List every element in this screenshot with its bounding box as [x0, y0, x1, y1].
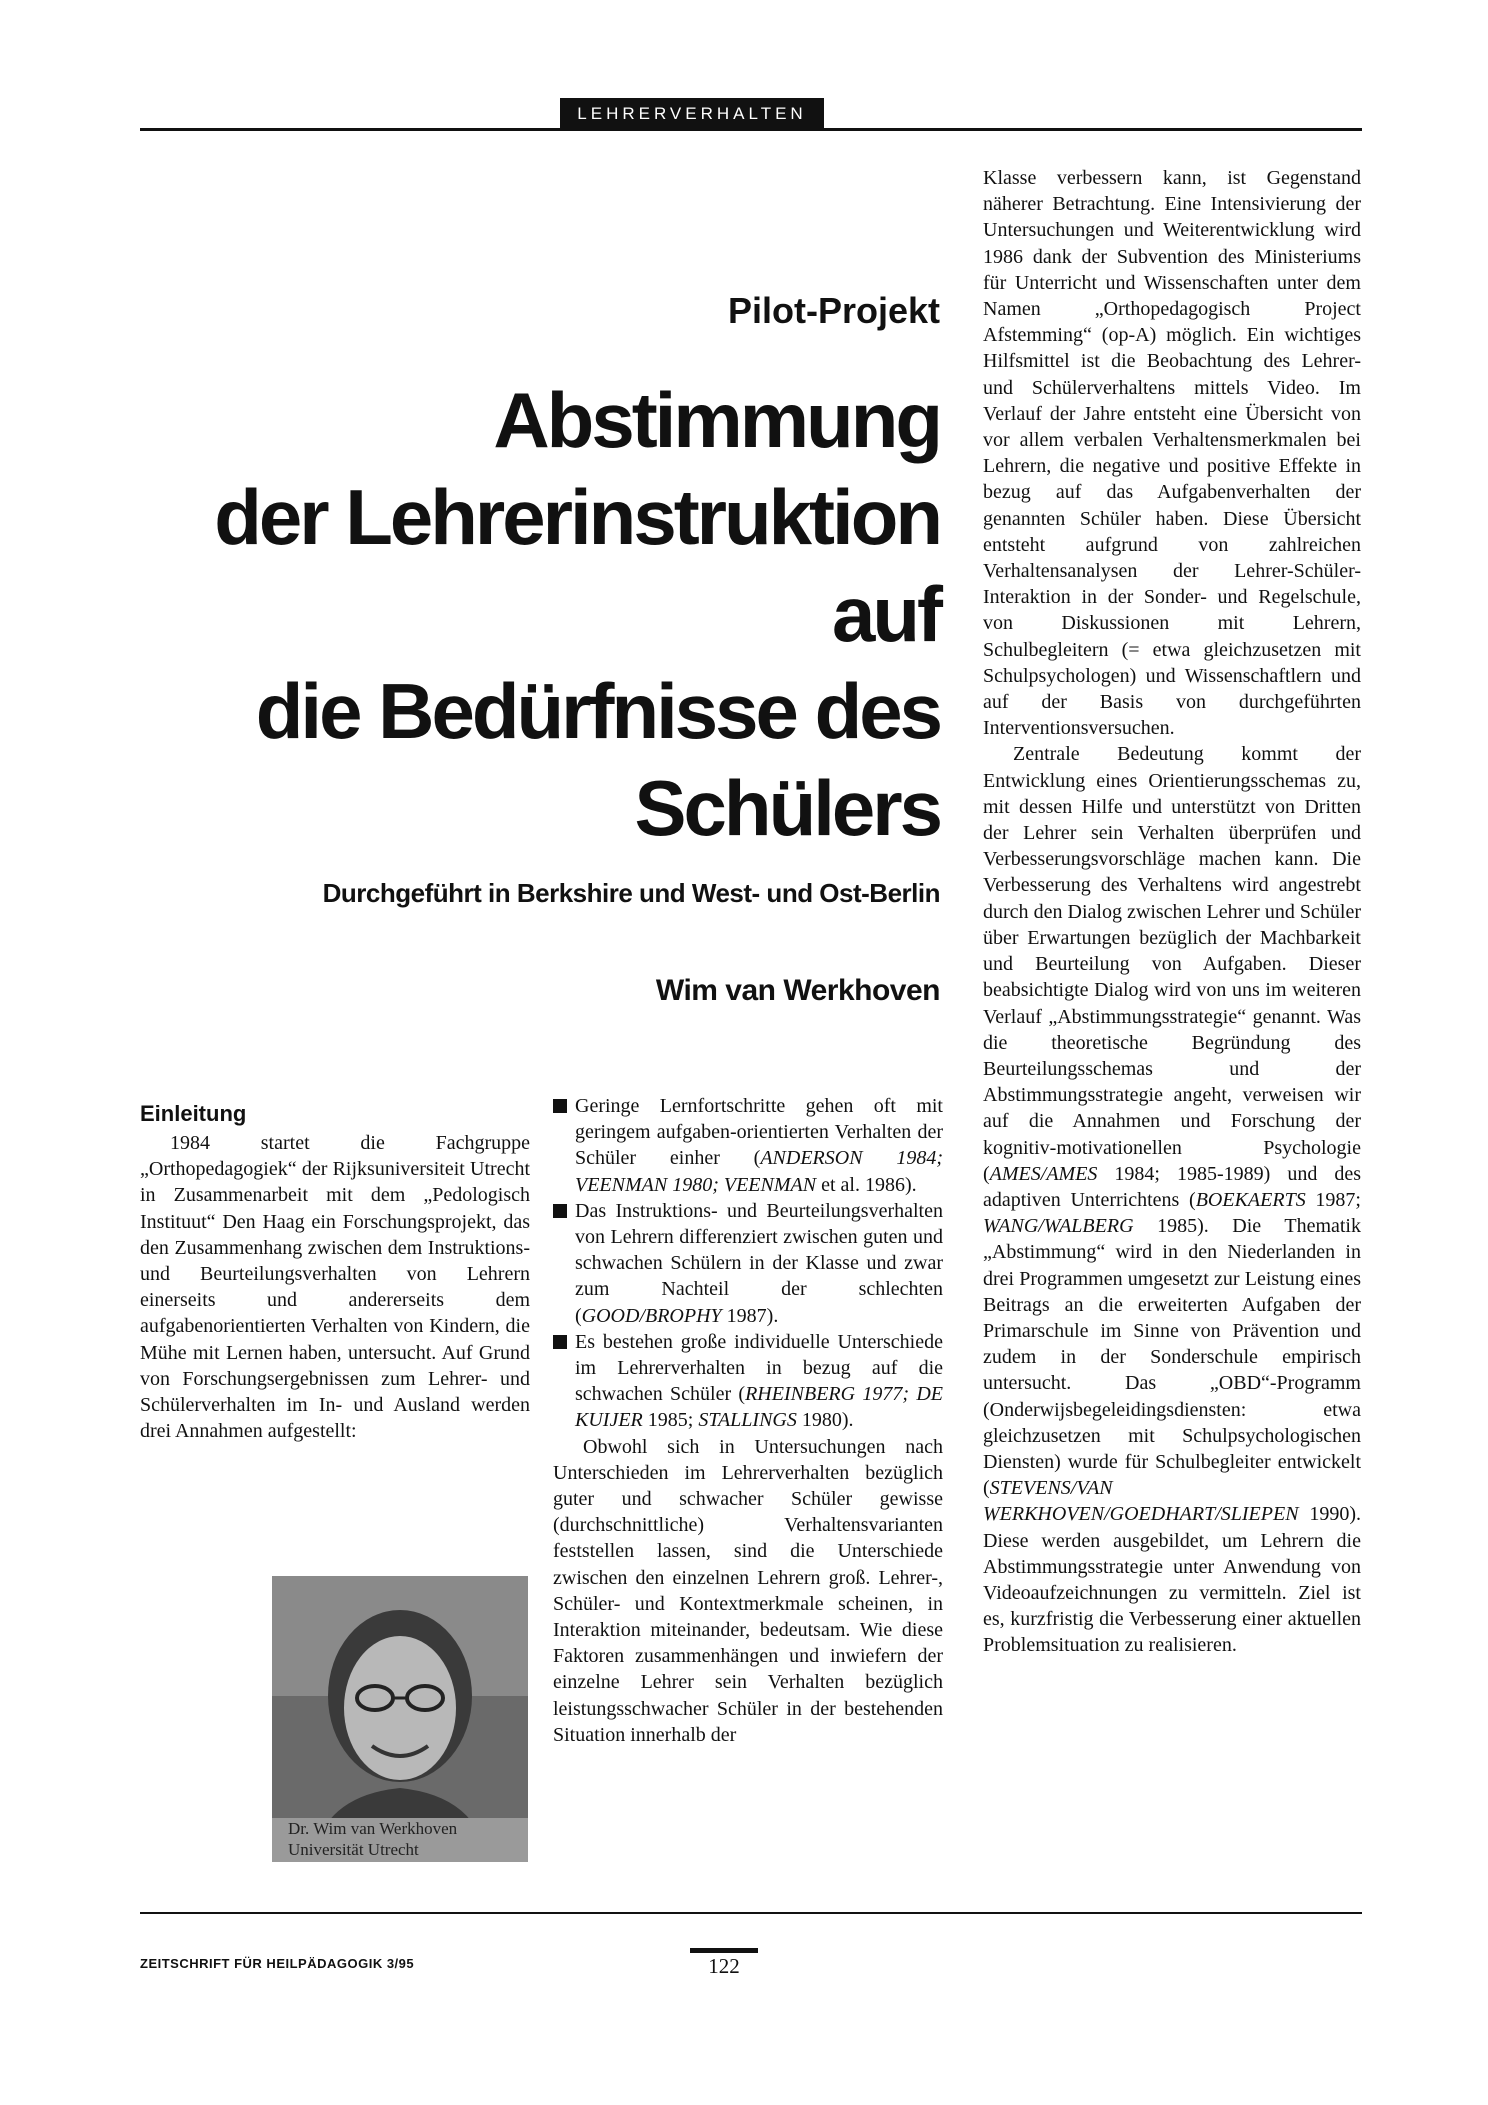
column-2: [553, 1093, 943, 1748]
column-3: [983, 165, 1361, 1659]
bullet-square-icon: [553, 1335, 567, 1349]
bullet-square-icon: [553, 1099, 567, 1113]
journal-name: ZEITSCHRIFT FÜR HEILPÄDAGOGIK 3/95: [140, 1956, 415, 1971]
bullet-square-icon: [553, 1204, 567, 1218]
footer-rule: [140, 1912, 1362, 1914]
article-subtitle: Durchgeführt in Berkshire und West- und Ost-Berlin: [322, 878, 940, 908]
title-line-4: Schülers: [634, 764, 940, 852]
article-kicker: Pilot-Projekt: [727, 290, 940, 331]
title-line-2: der Lehrerinstruktion auf: [214, 473, 940, 658]
intro-heading: Einleitung: [140, 1101, 247, 1126]
header-rule: [140, 128, 1362, 131]
photo-caption: [272, 1818, 528, 1862]
column-3-paragraph-1: Klasse verbessern kann, ist Gegenstand näherer Betrachtung. Eine Intensivierung der Untersuchungen und Weiterentwicklung wird 1986 dank der Subvention des Ministeriums für Unterricht und Wissenschaften unter dem Namen „Orthopedagogisch Project Afstemming“ (op-A) möglich. Ein wichtiges Hilfsmittel ist die Beobachtung des Lehrer- und Schülerverhaltens mittels Video. Im Verlauf der Jahre entsteht eine Übersicht von vor allem verbalen Verhaltensmerkmalen bei Lehrern, die negative und positive Effekte in bezug auf das Aufgabenverhalten der genannten Schüler haben. Diese Übersicht entsteht aufgrund von zahlreichen Verhaltensanalysen der Lehrer-Schüler-Interaktion in der Sonder- und Regelschule, von Diskussionen mit Lehrern, Schulbegleitern (= etwa gleichzusetzen mit Schulpsychologen) und Wissenschaftlern und auf der Basis von durchgeführten Interventionsversuchen.: [983, 167, 1361, 740]
column-3-paragraph-2: Zentrale Bedeutung kommt der Entwicklung eines Orientierungsschemas zu, mit dessen Hilfe und unterstützt von Dritten der Lehrer sein Verhalten überprüfen und Verbesserungsvorschläge machen kann. Die Verbesserung des Verhaltens wird angestrebt durch den Dialog zwischen Lehrer und Schüler über Erwartungen bezüglich der Machbarkeit und Beurteilung von Aufgaben. Dieser beabsichtigte Dialog wird von uns im weiteren Verlauf „Abstimmungsstrategie“ genannt. Was die theoretische Begründung des Beurteilungsschemas und der Abstimmungsstrategie angeht, verweisen wir auf die Annahmen und Forschung der kognitiv-motivationellen Psychologie (AMES/AMES 1984; 1985-1989) und des adaptiven Unterrichtens (BOEKAERTS 1987; WANG/WALBERG 1985). Die Thematik „Abstimmung“ wird in den Niederlanden in drei Programmen umgesetzt zur Leistung eines Beitrags an die erweiterten Aufgaben der Primarschule im Sinne von Prävention und zudem in der Sonderschule empirisch untersucht. Das „OBD“-Programm (Onderwijsbegeleidingsdiensten: etwa gleichzusetzen mit Schulpsychologischen Diensten) wurde für Schulbegleiter entwickelt (STEVENS/VAN WERKHOVEN/GOEDHART/SLIEPEN 1990). Diese werden ausgebildet, um Lehrern die Abstimmungsstrategie unter Anwendung von Videoaufzeichnungen zu vermitteln. Ziel ist es, kurzfristig die Verbesserung einer aktuellen Problemsituation zu realisieren.: [983, 743, 1361, 1657]
section-tag: LEHRERVERHALTEN: [560, 98, 824, 130]
page-number: 122: [708, 1954, 740, 1978]
caption-affiliation: Universität Utrecht: [288, 1840, 419, 1859]
caption-name: Dr. Wim van Werkhoven: [288, 1819, 458, 1838]
article-title: [180, 372, 940, 857]
column-1: [140, 1100, 530, 1444]
title-line-3: die Bedürfnisse des: [255, 667, 940, 755]
article-author: Wim van Werkhoven: [655, 974, 940, 1007]
title-line-1: Abstimmung: [493, 376, 940, 464]
assumption-1: Geringe Lernfortschritte gehen oft mit geringem aufgaben-orientierten Verhalten der Schüler einher (ANDERSON 1984; VEENMAN 1980; VEENMAN et al. 1986).: [553, 1093, 943, 1198]
intro-paragraph: 1984 startet die Fachgruppe „Orthopedagogiek“ der Rijksuniversiteit Utrecht in Zusammenarbeit mit dem „Pedologisch Instituut“ Den Haag ein Forschungsprojekt, das den Zusammenhang zwischen dem Instruktions- und Beurteilungsverhalten von Lehrern einerseits und andererseits dem aufgabenorientierten Verhalten von Kindern, die Mühe mit Lernen haben, untersucht. Auf Grund von Forschungsergebnissen zum Lehrer- und Schülerverhalten im In- und Ausland werden drei Annahmen aufgestellt:: [140, 1132, 530, 1443]
assumption-3: Es bestehen große individuelle Unterschiede im Lehrerverhalten in bezug auf die schwachen Schüler (RHEINBERG 1977; DE KUIJER 1985; STALLINGS 1980).: [553, 1329, 943, 1434]
page-number-bar: [690, 1948, 758, 1953]
assumption-2: Das Instruktions- und Beurteilungsverhalten von Lehrern differenziert zwischen guten und schwachen Schülern in der Klasse und zwar zum Nachteil der schlechten (GOOD/BROPHY 1987).: [553, 1198, 943, 1329]
column-2-paragraph: Obwohl sich in Untersuchungen nach Unterschieden im Lehrerverhalten bezüglich guter und schwacher Schüler gewisse (durchschnittliche) Verhaltensvarianten feststellen lassen, sind die Unterschiede zwischen den einzelnen Lehrern groß. Lehrer-, Schüler- und Kontextmerkmale scheinen, in Interaktion miteinander, bedeutsam. Wie diese Faktoren zusammenhängen und inwiefern der einzelne Lehrer sein Verhalten bezüglich leistungsschwacher Schüler in der bestehenden Situation innerhalb der: [553, 1435, 943, 1746]
